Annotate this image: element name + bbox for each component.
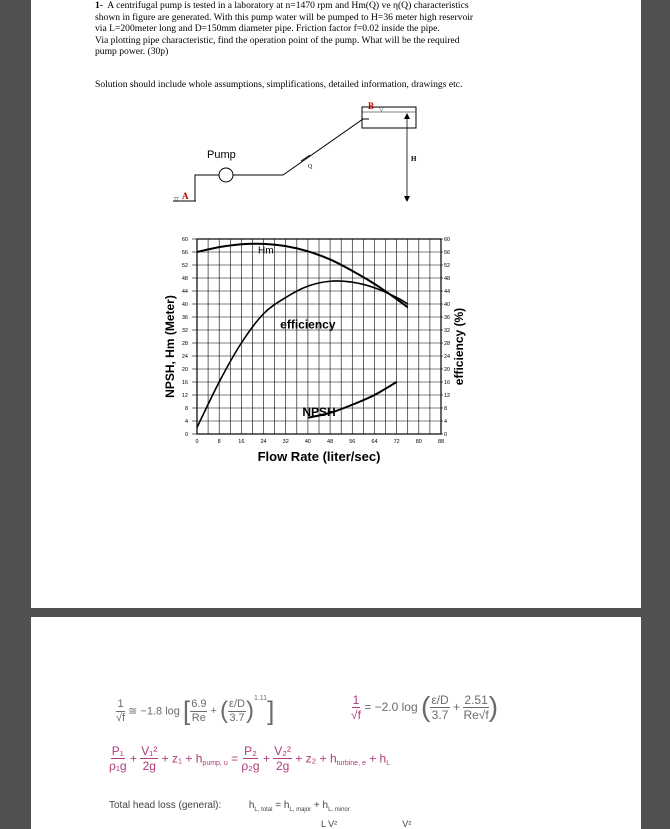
solution-note: Solution should include whole assumptions, simplifications, detailed information, drawings etc. — [95, 79, 463, 90]
haaland-approx: ≅ −1.8 log — [128, 705, 180, 718]
y-tick-label-left: 28 — [181, 341, 188, 347]
x-tick-label: 16 — [238, 439, 245, 445]
y-tick-label-left: 44 — [181, 289, 188, 295]
flow-label: Q — [308, 164, 313, 170]
cut-off-formula-fragment: L V² V² — [321, 819, 412, 829]
problem-number: 1- — [95, 0, 103, 11]
y-tick-label-left: 12 — [181, 393, 188, 399]
y-tick-label-right: 16 — [444, 380, 451, 386]
haaland-exponent: 1.11 — [253, 695, 268, 702]
x-tick-label: 72 — [393, 439, 400, 445]
problem-line-2: shown in figure are generated. With this pump water will be pumped to H=36 meter high reservoir — [95, 11, 474, 23]
y-axis-left-label: NPSH, Hm (Meter) — [163, 295, 177, 398]
haaland-term-a: $\frac{6.9}{Re}$ — [191, 697, 207, 724]
x-tick-label: 0 — [195, 439, 199, 445]
x-tick-label: 48 — [327, 439, 334, 445]
y-tick-label-right: 48 — [444, 276, 451, 282]
y-tick-label-left: 24 — [181, 354, 188, 360]
y-tick-label-left: 16 — [181, 380, 188, 386]
y-tick-label-left: 52 — [181, 263, 188, 269]
problem-line-5: pump power. (30p) — [95, 46, 169, 58]
x-tick-label: 32 — [282, 439, 289, 445]
y-tick-label-left: 56 — [181, 250, 188, 256]
discharge-pipe — [233, 119, 369, 175]
pump-system-sketch — [31, 95, 641, 210]
hm-curve — [197, 244, 408, 308]
problem-line-1: A centrifugal pump is tested in a laboratory at n=1470 rpm and Hm(Q) ve η(Q) characteristics — [107, 0, 469, 11]
document-page-2 — [31, 617, 641, 829]
x-tick-label: 24 — [260, 439, 267, 445]
efficiency-label: efficiency — [280, 317, 336, 332]
colebrook-term-b: $\frac{2.51}{Re√f}$ — [463, 692, 489, 722]
water-level-a-icon: ▽ — [174, 197, 179, 203]
y-axis-left-ticks — [182, 237, 197, 438]
y-tick-label-right: 44 — [444, 289, 451, 295]
point-b-label: B — [368, 101, 375, 111]
problem-line-4: Via plotting pipe characteristic, find the operation point of the pump. What will be the required — [95, 34, 460, 46]
colebrook-lhs: $\frac{1}{√f}$ — [351, 692, 361, 722]
problem-line-3: via L=200meter long and D=150mm diameter pipe. Friction factor f=0.02 inside the pipe. — [95, 23, 440, 35]
pump-icon — [219, 168, 233, 182]
y-tick-label-right: 56 — [444, 250, 451, 256]
y-tick-label-left: 40 — [181, 302, 188, 308]
y-axis-right-ticks — [441, 237, 450, 438]
y-axis-right-label: efficiency (%) — [452, 307, 466, 386]
hm-label: Hm — [258, 245, 274, 257]
y-tick-label-right: 8 — [444, 406, 448, 412]
y-tick-label-left: 8 — [184, 406, 188, 412]
y-tick-label-right: 12 — [444, 393, 451, 399]
x-tick-label: 88 — [437, 439, 445, 445]
point-a-label: A — [182, 191, 189, 201]
y-tick-label-right: 4 — [444, 419, 448, 425]
haaland-term-b: $\frac{\varepsilon/D}{3.7}$ — [229, 697, 245, 724]
y-tick-label-right: 40 — [444, 302, 451, 308]
y-tick-label-right: 20 — [444, 367, 451, 373]
haaland-formula: $\frac{1}{√f}$ ≅ −1.8 log [ $\frac{6.9}{Re}$ + ( $\frac{\varepsilon/D}{3.7}$ )$^{1.11}$] — [116, 695, 275, 726]
y-tick-label-right: 52 — [444, 263, 451, 269]
y-tick-label-left: 20 — [181, 367, 188, 373]
y-tick-label-right: 36 — [444, 315, 451, 321]
colebrook-term-a: $\frac{\varepsilon/D}{3.7}$ — [431, 692, 449, 722]
water-level-b-icon: ▽ — [379, 107, 384, 113]
pump-label: Pump — [207, 149, 236, 161]
y-tick-label-left: 0 — [184, 432, 188, 438]
x-tick-label: 80 — [415, 439, 422, 445]
y-tick-label-right: 24 — [444, 354, 451, 360]
energy-equation: $\frac{\text{P₁}}{\text{ρ₁g}}$ + $\frac{\text{V₁²}}{2g}$ + $z_1 + h_{pump, u}$ = $\frac{\text{P₂}}{\text{ρ₂g}}$ + $\frac{\text{V₂²}}{2g}$ + $z_2 + h_{turbine, e} + h_L$ — [109, 744, 391, 773]
y-tick-label-left: 48 — [181, 276, 188, 282]
y-tick-label-right: 0 — [444, 432, 448, 438]
y-tick-label-left: 32 — [181, 328, 188, 334]
x-tick-label: 64 — [371, 439, 378, 445]
y-tick-label-right: 32 — [444, 328, 451, 334]
x-tick-label: 40 — [304, 439, 311, 445]
problem-statement — [95, 0, 565, 58]
haaland-lhs: $\frac{1}{√f}$ — [116, 697, 126, 724]
x-tick-label: 8 — [217, 439, 221, 445]
y-tick-label-left: 4 — [184, 419, 188, 425]
height-arrow-bottom — [404, 196, 410, 202]
x-axis-ticks — [195, 439, 444, 445]
x-axis-label: Flow Rate (liter/sec) — [257, 449, 381, 464]
total-head-loss: Total head loss (general): $h_{L, total} = h_{L, major} + h_{L, minor}$ — [109, 800, 350, 813]
height-label: H — [411, 155, 417, 163]
suction-pipe — [195, 175, 219, 201]
pump-characteristic-chart — [31, 225, 641, 470]
head-loss-label: Total head loss (general): — [109, 800, 222, 811]
x-tick-label: 56 — [349, 439, 356, 445]
colebrook-eq: = −2.0 log — [364, 700, 418, 714]
height-arrow-top — [404, 113, 410, 119]
npsh-label: NPSH — [302, 405, 336, 420]
document-page-1 — [31, 0, 641, 608]
y-tick-label-right: 28 — [444, 341, 451, 347]
y-tick-label-left: 36 — [181, 315, 188, 321]
y-tick-label-left: 60 — [181, 237, 188, 243]
flow-arrow — [301, 155, 310, 161]
colebrook-formula: $\frac{1}{√f}$ = −2.0 log ( $\frac{\varepsilon/D}{3.7}$ + $\frac{2.51}{Re√f}$ ) — [351, 691, 499, 722]
y-tick-label-right: 60 — [444, 237, 451, 243]
